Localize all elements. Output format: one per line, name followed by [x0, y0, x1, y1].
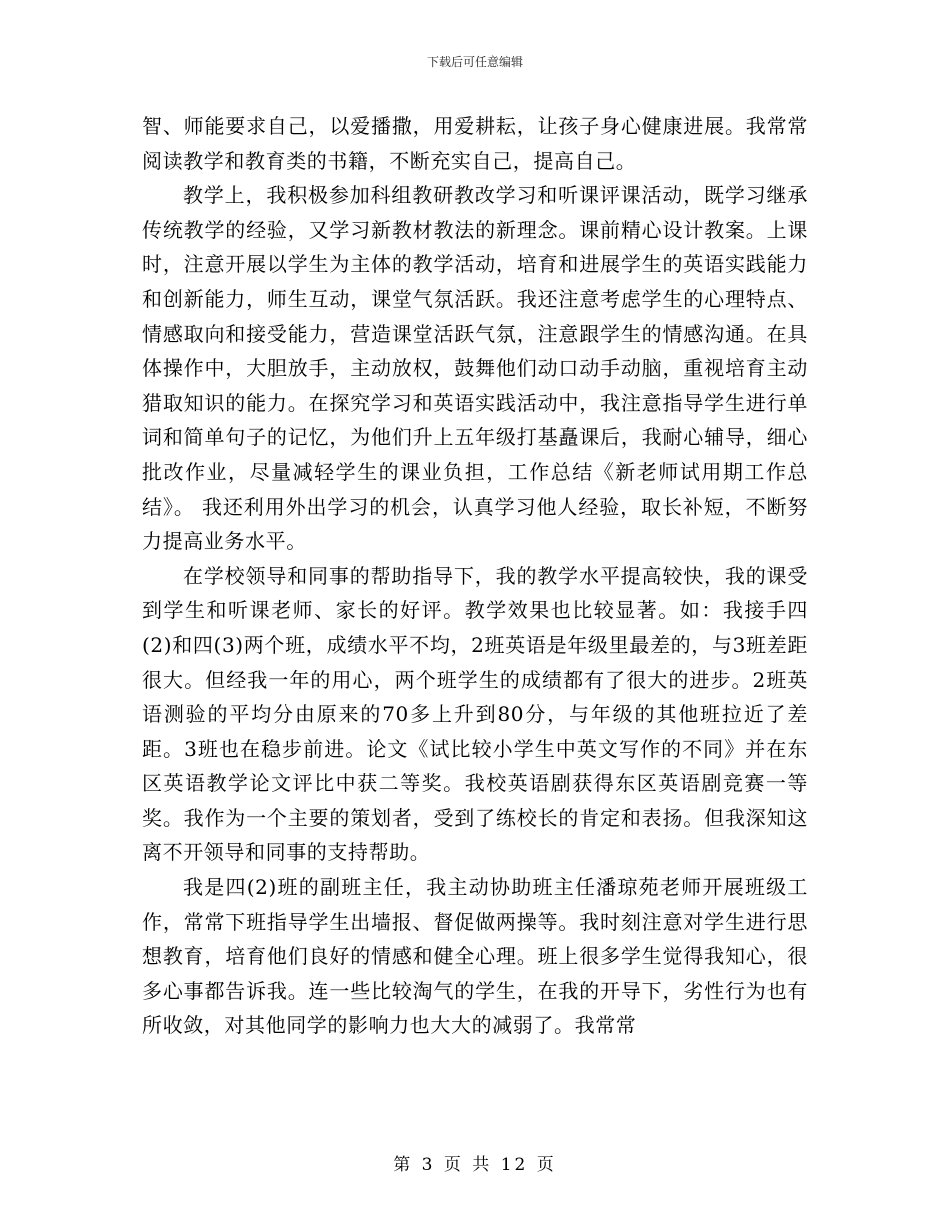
paragraph-3: 在学校领导和同事的帮助指导下，我的教学水平提高较快，我的课受到学生和听课老师、家长的好评。教学效果也比较显著。如：我接手四(2)和四(3)两个班，成绩水平不均，2班英语是年级里最差的，与3班差距很大。但经我一年的用心，两个班学生的成绩都有了很大的进步。2班英语测验的平均分由原来的70多上升到80分，与年级的其他班拉近了差距。3班也在稳步前进。论文《试比较小学生中英文写作的不同》并在东区英语教学论文评比中获二等奖。我校英语剧获得东区英语剧竞赛一等奖。我作为一个主要的策划者，受到了练校长的肯定和表扬。但我深知这离不开领导和同事的支持帮助。	[142, 563, 808, 865]
page-header: 下载后可任意编辑	[426, 55, 523, 69]
paragraph-4: 我是四(2)班的副班主任，我主动协助班主任潘琼苑老师开展班级工作，常常下班指导学生出墙报、督促做两操等。我时刻注意对学生进行思想教育，培育他们良好的情感和健全心理。班上很多学生觉得我知心，很多心事都告诉我。连一些比较淘气的学生，在我的开导下，劣性行为也有所收敛，对其他同学的影响力也大大的减弱了。我常常	[142, 875, 808, 1038]
paragraph-1: 智、师能要求自己，以爱播撒，用爱耕耘，让孩子身心健康进展。我常常阅读教学和教育类的书籍，不断充实自己，提高自己。	[142, 114, 808, 173]
paragraph-2: 教学上，我积极参加科组教研教改学习和听课评课活动，既学习继承传统教学的经验，又学习新教材教法的新理念。课前精心设计教案。上课时，注意开展以学生为主体的教学活动，培育和进展学生的英语实践能力和创新能力，师生互动，课堂气氛活跃。我还注意考虑学生的心理特点、情感取向和接受能力，营造课堂活跃气氛，注意跟学生的情感沟通。在具体操作中，大胆放手，主动放权，鼓舞他们动口动手动脑，重视培育主动猎取知识的能力。在探究学习和英语实践活动中，我注意指导学生进行单词和简单句子的记忆，为他们升上五年级打基矗课后，我耐心辅导，细心批改作业，尽量减轻学生的课业负担，工作总结《新老师试用期工作总结》。 我还利用外出学习的机会，认真学习他人经验，取长补短，不断努力提高业务水平。	[142, 183, 808, 554]
page-footer: 第 3 页 共 12 页	[393, 1155, 557, 1175]
body-text	[142, 109, 808, 1043]
